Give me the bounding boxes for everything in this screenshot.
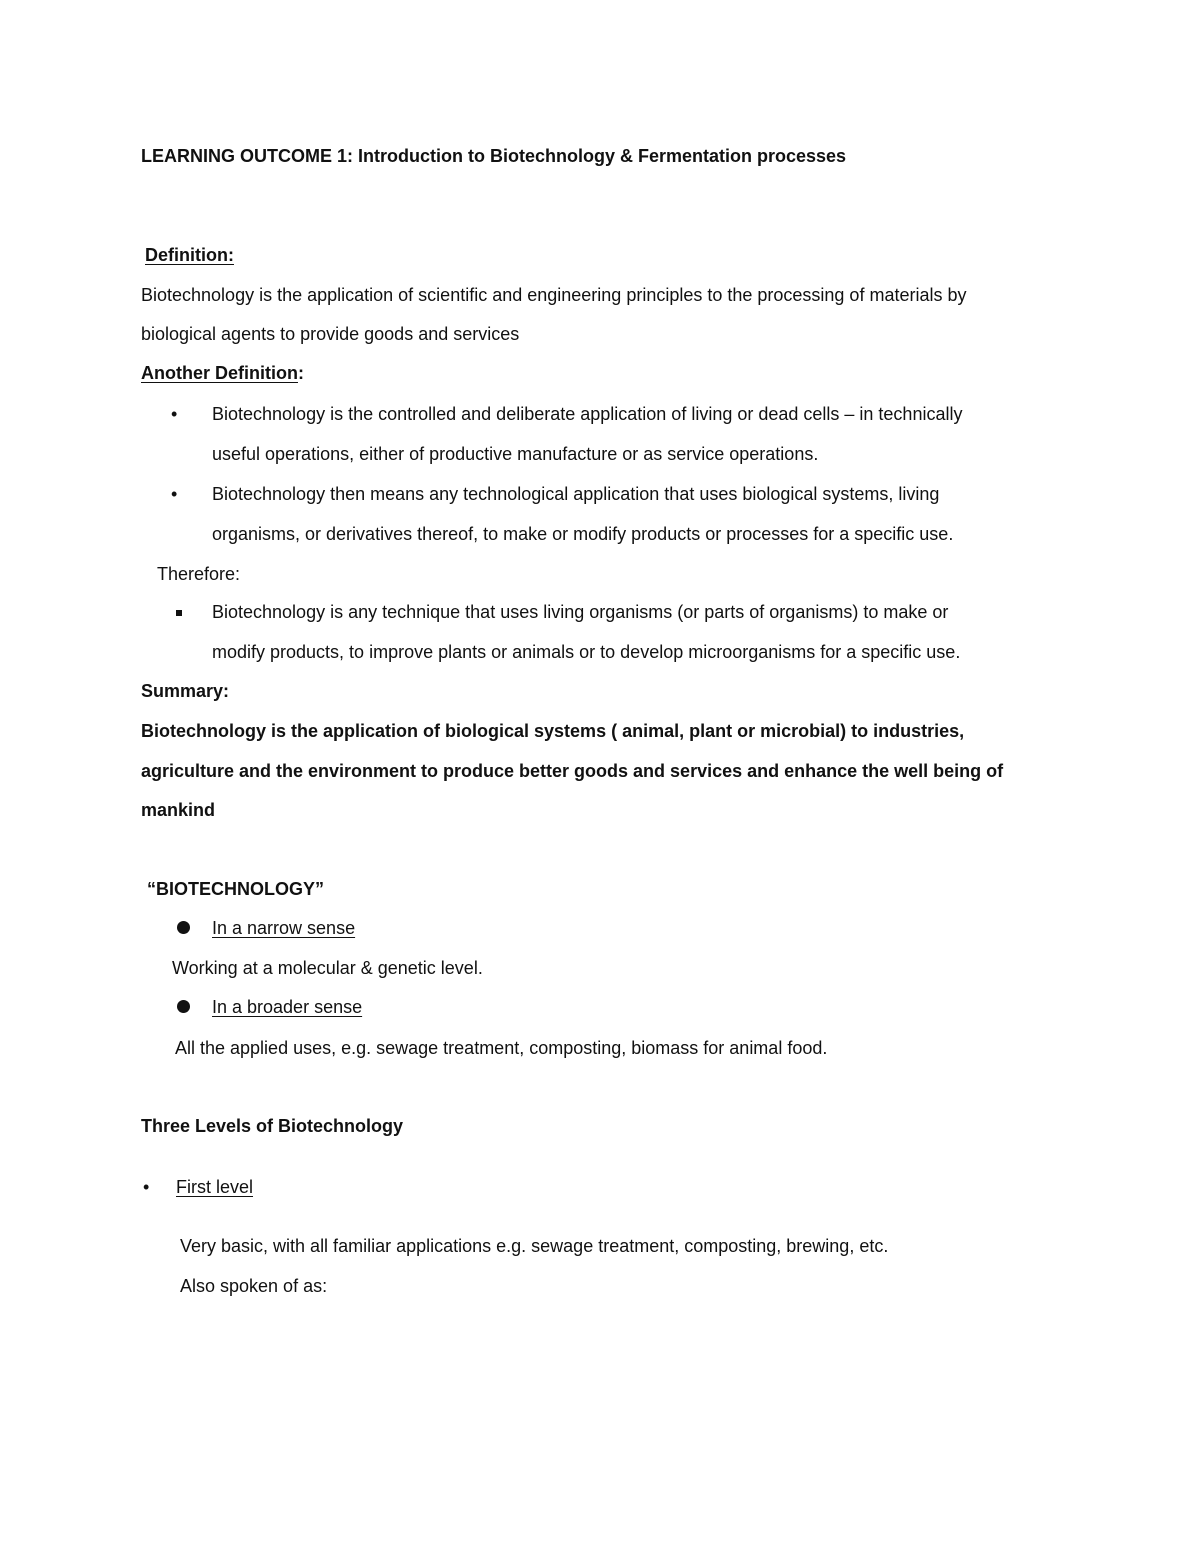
another-definition-bullet-2-line-2: organisms, or derivatives thereof, to make or modify products or processes for a specific use. (212, 524, 954, 544)
summary-line-2: agriculture and the environment to produce better goods and services and enhance the well being of (141, 761, 1004, 781)
square-bullet-icon (176, 610, 182, 616)
therefore-line-1: Biotechnology is any technique that uses living organisms (or parts of organisms) to make or (212, 602, 949, 622)
first-level-text: Very basic, with all familiar applications e.g. sewage treatment, composting, brewing, etc. (180, 1236, 889, 1256)
first-level-label: First level (176, 1177, 254, 1197)
summary-line-1: Biotechnology is the application of biological systems ( animal, plant or microbial) to industries, (141, 721, 965, 741)
levels-heading: Three Levels of Biotechnology (141, 1116, 404, 1136)
definition-heading: Definition: (145, 245, 234, 265)
filled-circle-bullet-icon (177, 1000, 190, 1013)
definition-line-2: biological agents to provide goods and services (141, 324, 520, 344)
bullet-icon: • (171, 404, 178, 424)
also-spoken-text: Also spoken of as: (180, 1276, 328, 1296)
therefore-line-2: modify products, to improve plants or animals or to develop microorganisms for a specific use. (212, 642, 961, 662)
summary-heading: Summary: (141, 681, 230, 701)
summary-line-3: mankind (141, 800, 216, 820)
therefore-label: Therefore: (157, 564, 241, 584)
another-definition-heading: Another Definition: (141, 363, 304, 383)
narrow-sense-text: Working at a molecular & genetic level. (172, 958, 483, 978)
broad-sense-text: All the applied uses, e.g. sewage treatment, composting, biomass for animal food. (175, 1038, 828, 1058)
filled-circle-bullet-icon (177, 921, 190, 934)
biotechnology-heading: “BIOTECHNOLOGY” (147, 879, 325, 899)
broad-sense-label: In a broader sense (212, 997, 363, 1017)
bullet-icon: • (143, 1177, 150, 1197)
another-definition-bullet-2-line-1: Biotechnology then means any technological application that uses biological systems, living (212, 484, 940, 504)
another-definition-bullet-1-line-1: Biotechnology is the controlled and deliberate application of living or dead cells – in technically (212, 404, 963, 424)
bullet-icon: • (171, 484, 178, 504)
another-definition-bullet-1-line-2: useful operations, either of productive manufacture or as service operations. (212, 444, 819, 464)
definition-line-1: Biotechnology is the application of scientific and engineering principles to the processing of materials by (141, 285, 967, 305)
narrow-sense-label: In a narrow sense (212, 918, 356, 938)
document-title: LEARNING OUTCOME 1: Introduction to Biotechnology & Fermentation processes (141, 146, 847, 166)
